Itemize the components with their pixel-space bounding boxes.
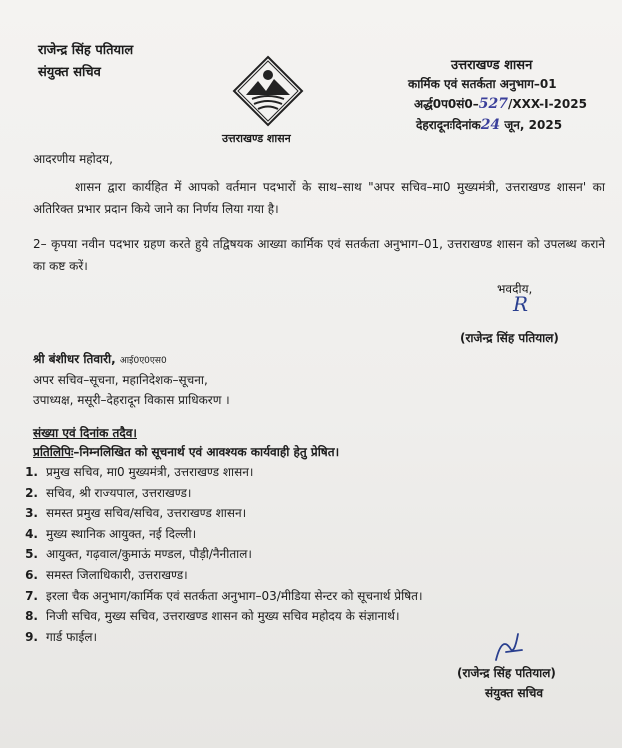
- letter-date: [416, 116, 562, 133]
- list-item: 9. गार्ड फाईल।: [25, 629, 98, 644]
- ref-suffix: /XXX-I-2025: [507, 97, 587, 111]
- govt-name: उत्तराखण्ड शासन: [451, 58, 533, 73]
- uttarakhand-emblem-icon: [232, 55, 304, 127]
- sankhya-line: संख्या एवं दिनांक तदैव।: [33, 426, 137, 440]
- date-suffix: जून, 2025: [504, 118, 563, 132]
- ref-prefix: अर्द्ध0प0सं0–: [414, 97, 479, 111]
- signatory-designation-2: संयुक्त सचिव: [485, 686, 544, 700]
- copy-list: [20, 462, 423, 647]
- signature-1: R: [513, 292, 529, 316]
- signatory-name-1: (राजेन्द्र सिंह पतियाल): [460, 331, 559, 345]
- sender-name: राजेन्द्र सिंह पतियाल: [38, 43, 134, 58]
- signatory-name-2: (राजेन्द्र सिंह पतियाल): [457, 666, 556, 680]
- recipient-name-text: श्री बंशीधर तिवारी,: [33, 352, 116, 366]
- closing-bhavdiya: भवदीय,: [497, 282, 533, 296]
- body-paragraph-2: 2– कृपया नवीन पदभार ग्रहण करते हुये तद्विषयक आख्या कार्मिक एवं सतर्कता अनुभाग–01, उत्तराखण्ड शासन को उपलब्ध कराने का कष्ट करें।: [33, 237, 605, 273]
- salutation: आदरणीय महोदय,: [33, 152, 113, 166]
- copy-text: –निम्नलिखित को सूचनार्थ एवं आवश्यक कार्यवाही हेतु प्रेषित।: [73, 445, 340, 459]
- list-item: 3. समस्त प्रमुख सचिव/सचिव, उत्तराखण्ड शासन।: [25, 506, 247, 521]
- copy-label: प्रतिलिपिः: [33, 445, 74, 459]
- ref-number-handwritten: 527: [478, 96, 508, 112]
- copy-to-heading: [33, 443, 339, 460]
- body-paragraph-1: शासन द्वारा कार्यहित में आपको वर्तमान पदभारों के साथ–साथ "अपर सचिव–मा0 मुख्यमंत्री, उत्तराखण्ड शासन' का अतिरिक्त प्रभार प्रदान किये जाने का निर्णय लिया गया है।: [33, 180, 605, 216]
- department-name: कार्मिक एवं सतर्कता अनुभाग–01: [408, 77, 557, 91]
- list-item: 7. इरला चैक अनुभाग/कार्मिक एवं सतर्कता अनुभाग–03/मीडिया सेन्टर को सूचनार्थ प्रेषित।: [25, 588, 423, 603]
- list-item: 1. प्रमुख सचिव, मा0 मुख्यमंत्री, उत्तराखण्ड शासन।: [25, 465, 254, 479]
- list-item: 6. समस्त जिलाधिकारी, उत्तराखण्ड।: [25, 567, 188, 582]
- sender-designation: संयुक्त सचिव: [38, 65, 101, 80]
- recipient-line-1: अपर सचिव–सूचना, महानिदेशक–सूचना,: [33, 373, 208, 387]
- list-item: 2. सचिव, श्री राज्यपाल, उत्तराखण्ड।: [25, 485, 192, 500]
- date-day-handwritten: 24: [480, 117, 501, 133]
- reference-number: [414, 95, 587, 112]
- recipient-service: आई0ए0एस0: [119, 356, 167, 366]
- recipient-line-2: उपाध्यक्ष, मसूरी–देहरादून विकास प्राधिकरण ।: [33, 393, 230, 407]
- list-item: 4. मुख्य स्थानिक आयुक्त, नई दिल्ली।: [25, 526, 197, 541]
- list-item: 8. निजी सचिव, मुख्य सचिव, उत्तराखण्ड शासन को मुख्य सचिव महोदय के संज्ञानार्थ।: [25, 609, 400, 624]
- logo-caption: उत्तराखण्ड शासन: [222, 132, 291, 145]
- list-item: 5. आयुक्त, गढ़वाल/कुमाऊं मण्डल, पौड़ी/नैनीताल।: [25, 547, 252, 562]
- recipient-name: [33, 350, 167, 367]
- date-prefix: देहरादूनःदिनांक: [416, 118, 481, 132]
